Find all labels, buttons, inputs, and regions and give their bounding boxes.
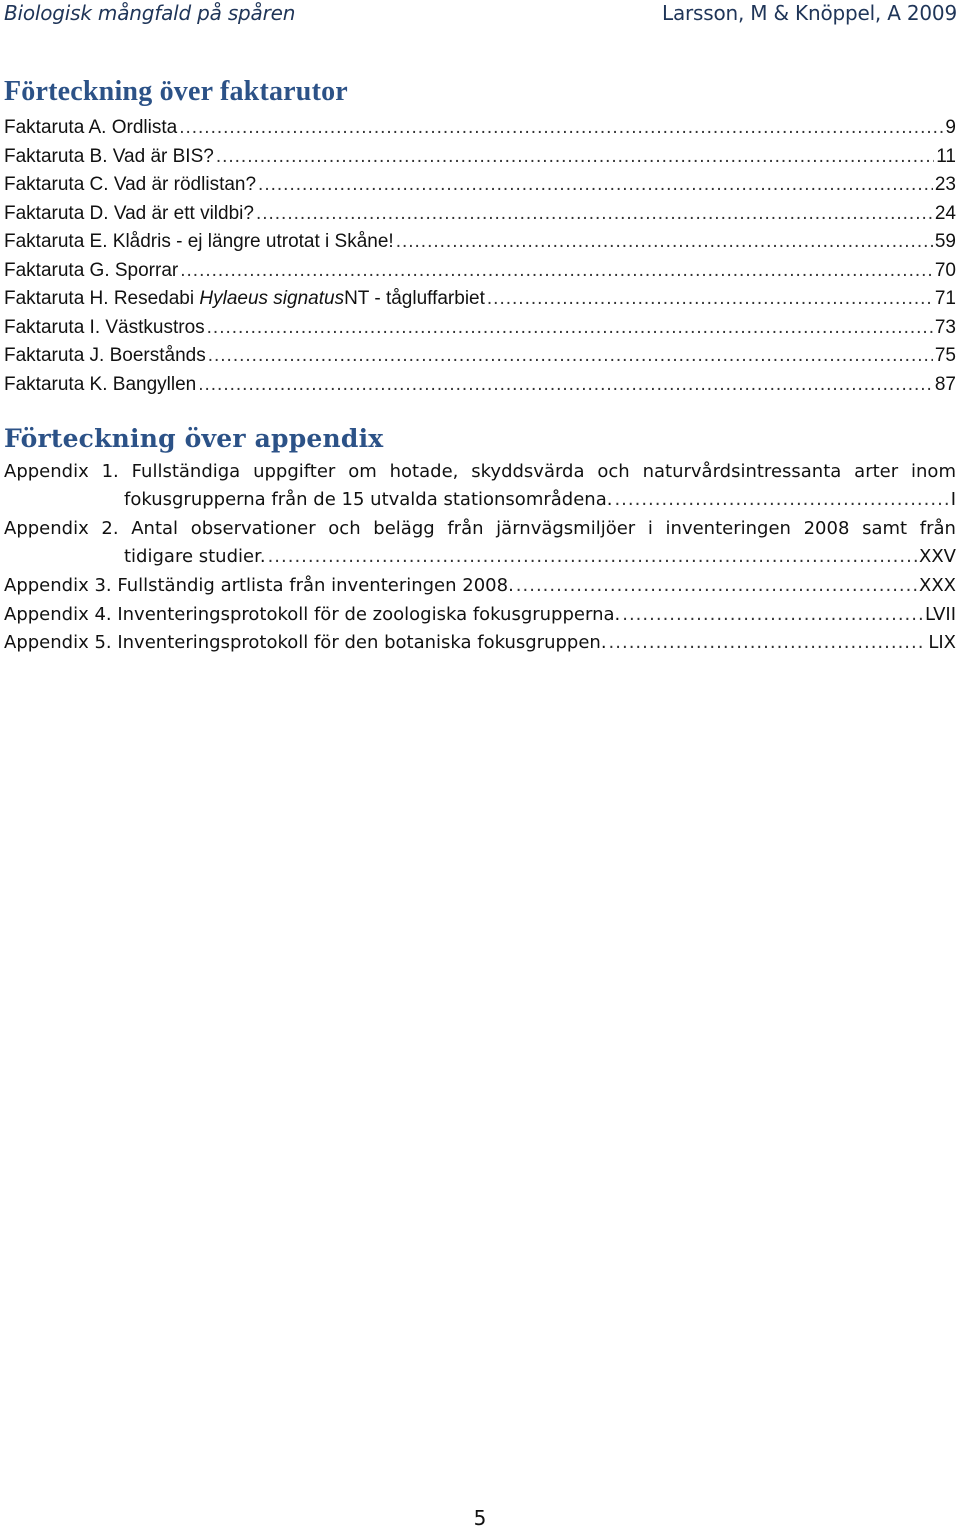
toc-leader [180, 259, 933, 283]
toc-entry-page: 23 [934, 174, 956, 195]
toc-entry-label-line1 [4, 515, 956, 543]
toc-entry-label [4, 287, 487, 311]
toc-leader [207, 316, 933, 340]
toc-leader [396, 230, 933, 254]
toc-entry[interactable] [4, 169, 956, 197]
toc-entry-page: XXV [919, 546, 956, 567]
toc-leader [487, 287, 933, 311]
toc-entry-page: LVII [925, 604, 956, 625]
toc-entry-word: och [597, 461, 630, 482]
toc-entry-word: från [447, 518, 484, 539]
toc-entry-label: Appendix 5. Inventeringsprotokoll för den botaniska fokusgruppen. [4, 632, 607, 653]
toc-entry-word: inventeringen [665, 518, 791, 539]
toc-leader [609, 631, 927, 655]
toc-entry-label-line1 [4, 458, 956, 486]
toc-entry-word: naturvårdsintressanta [642, 461, 842, 482]
toc-entry-label: Appendix 4. Inventeringsprotokoll för de zoologiska fokusgrupperna. [4, 604, 621, 625]
toc-entry-page: XXX [919, 575, 956, 596]
toc-leader [516, 574, 917, 598]
toc-entry-page: 9 [945, 117, 956, 138]
species-name: Hylaeus signatus [199, 288, 345, 309]
toc-entry[interactable] [4, 255, 956, 283]
toc-entry-label: tidigare studier. [124, 546, 266, 567]
toc-entry[interactable] [4, 515, 956, 571]
toc-entry-word: uppgifter [253, 461, 336, 482]
header-title: Biologisk mångfald på spåren [4, 1, 296, 25]
toc-leader [622, 603, 923, 627]
appendix-heading: Förteckning över appendix [4, 424, 384, 453]
toc-entry-word: 2. [101, 518, 119, 539]
toc-entry[interactable] [4, 283, 956, 311]
toc-entry-label: Faktaruta K. Bangyllen [4, 374, 197, 395]
toc-entry-page: LIX [928, 632, 956, 653]
toc-entry-word: Antal [131, 518, 179, 539]
toc-entry-word: Fullständiga [131, 461, 241, 482]
toc-entry[interactable] [4, 458, 956, 514]
toc-entry-page: 70 [934, 260, 956, 281]
toc-entry-word: Appendix [4, 518, 89, 539]
faktarutor-heading: Förteckning över faktarutor [4, 76, 348, 107]
toc-leader [179, 116, 943, 140]
toc-leader [208, 344, 933, 368]
toc-entry-page: 71 [934, 288, 956, 309]
toc-entry[interactable] [4, 141, 956, 169]
toc-entry[interactable] [4, 599, 956, 627]
toc-entry-word: inom [911, 461, 956, 482]
toc-entry-label: Faktaruta D. Vad är ett vildbi? [4, 203, 254, 224]
toc-entry[interactable] [4, 226, 956, 254]
toc-entry-label: fokusgrupperna från de 15 utvalda stationsområdena. [124, 489, 613, 510]
toc-entry-page: 87 [934, 374, 956, 395]
toc-entry-page: 24 [934, 203, 956, 224]
toc-entry[interactable] [4, 112, 956, 140]
toc-entry-page: 73 [934, 317, 956, 338]
toc-entry[interactable] [4, 312, 956, 340]
toc-entry-label: Faktaruta B. Vad är BIS? [4, 146, 214, 167]
toc-leader [258, 173, 933, 197]
toc-leader [614, 486, 948, 514]
toc-entry-word: 2008 [803, 518, 850, 539]
toc-entry-page: I [950, 489, 956, 510]
toc-entry-label: Faktaruta E. Klådris - ej längre utrotat i Skåne! [4, 231, 394, 252]
toc-entry-word: hotade, [389, 461, 459, 482]
toc-leader [216, 145, 934, 169]
toc-entry-word: 1. [101, 461, 119, 482]
toc-entry-label: Appendix 3. Fullständig artlista från inventeringen 2008. [4, 575, 514, 596]
toc-entry[interactable] [4, 369, 956, 397]
toc-entry-word: och [328, 518, 361, 539]
toc-entry-word: från [919, 518, 956, 539]
toc-entry-label: Faktaruta J. Boerstånds [4, 345, 206, 366]
toc-entry-word: järnvägsmiljöer [496, 518, 636, 539]
toc-entry-label-post: NT - tågluffarbiet [344, 288, 485, 309]
toc-entry-page: 59 [934, 231, 956, 252]
page-header [0, 0, 960, 35]
toc-entry-label-line2 [4, 543, 956, 571]
toc-entry-word: arter [854, 461, 899, 482]
toc-entry-word: observationer [190, 518, 316, 539]
toc-entry-page: 11 [936, 146, 956, 167]
toc-entry-label: Faktaruta I. Västkustros [4, 317, 205, 338]
toc-entry[interactable] [4, 627, 956, 655]
toc-entry-word: i [647, 518, 653, 539]
toc-entry-word: skyddsvärda [471, 461, 585, 482]
toc-entry[interactable] [4, 340, 956, 368]
toc-entry-label: Faktaruta A. Ordlista [4, 117, 178, 138]
toc-entry-page: 75 [934, 345, 956, 366]
toc-entry-word: samt [862, 518, 908, 539]
toc-leader [268, 543, 917, 571]
toc-entry-label-pre: Faktaruta H. Resedabi [4, 288, 200, 309]
page-number: 5 [473, 1506, 487, 1530]
toc-entry-word: om [348, 461, 377, 482]
header-authors: Larsson, M & Knöppel, A 2009 [662, 1, 957, 25]
toc-leader [198, 373, 933, 397]
toc-leader [256, 202, 933, 226]
toc-entry-word: belägg [373, 518, 435, 539]
toc-entry-label-line2 [4, 486, 956, 514]
toc-entry[interactable] [4, 198, 956, 226]
toc-entry-label: Faktaruta C. Vad är rödlistan? [4, 174, 257, 195]
toc-entry[interactable] [4, 570, 956, 598]
toc-entry-label: Faktaruta G. Sporrar [4, 260, 179, 281]
toc-entry-word: Appendix [4, 461, 89, 482]
